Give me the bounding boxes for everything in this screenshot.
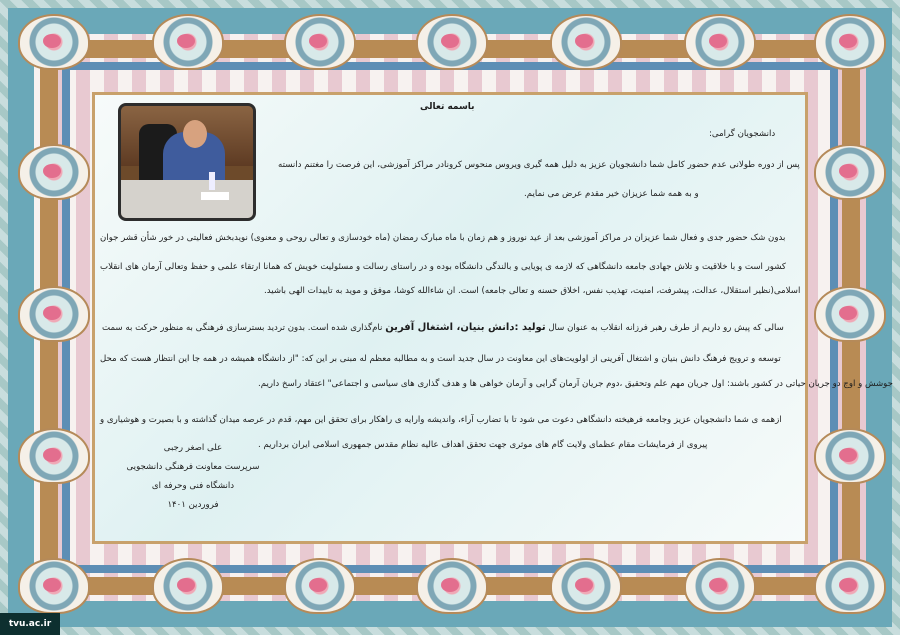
- rosette-ornament: [18, 558, 90, 614]
- portrait-photo: [118, 103, 256, 221]
- paragraph-3-line-1: [102, 320, 784, 336]
- paragraph-1-line-2: و به همه شما عزیزان خیر مقدم عرض می نمایم.: [524, 189, 699, 199]
- paragraph-2-line-2: کشور است و با خلاقیت و تلاش جهادی جامعه دانشگاهی که لازمه ی پویایی و بالندگی دانشگاه بوده و در راستای رسالت و مسئولیت خویش که همانا ارتقاء علمی و حفظ وتعالی آرمان های انقلاب: [100, 262, 786, 272]
- paragraph-2-line-3: اسلامی(نظیر استقلال، عدالت، پیشرفت، امنیت، تهذیب نفس، اخلاق حسنه و تعالی جامعه) است. ان شاءالله کوشا، موفق و موید به تاییدات الهی باشید.: [264, 286, 801, 296]
- rosette-ornament: [18, 286, 90, 342]
- salutation: دانشجویان گرامی:: [709, 129, 776, 139]
- website-watermark: tvu.ac.ir: [0, 613, 60, 635]
- rosette-ornament: [416, 14, 488, 70]
- desk-bottle: [209, 172, 215, 190]
- signatory-name: علی اصغر رجبی: [163, 443, 223, 453]
- paragraph-4-line-2: پیروی از فرمایشات مقام عظمای ولایت گام های موثری جهت تحقق اهداف عالیه نظام مقدس جمهوری اسلامی ایران برداریم .: [258, 440, 708, 450]
- paragraph-2-line-1: بدون شک حضور جدی و فعال شما عزیزان در مراکز آموزشی بعد از عید نوروز و هم زمان با ماه مبارک رمضان (ماه خودسازی و تعالی روحی و معنوی) نویدبخش فعالیتی در خور شأن قشر جوان: [100, 233, 786, 243]
- letter-heading: باسمه تعالی: [420, 102, 475, 112]
- rosette-ornament: [814, 144, 886, 200]
- signature-block: [108, 439, 278, 515]
- rosette-ornament: [284, 14, 356, 70]
- rosette-ornament: [814, 428, 886, 484]
- slogan: تولید :دانش بنیان، اشتغال آفرین: [385, 322, 546, 333]
- letter-date: فروردین ۱۴۰۱: [167, 499, 219, 510]
- rosette-ornament: [814, 558, 886, 614]
- paragraph-3-line-2: توسعه و ترویج فرهنگ دانش بنیان و اشتغال آفرینی از اولویت‌های این معاونت در سال جدید است و به مطالبه معظم له مبنی بر این که: "از دانشگاه همیشه در همه جا این انتظار هست که محل: [100, 354, 781, 364]
- rosette-ornament: [550, 14, 622, 70]
- desk: [121, 180, 253, 218]
- rosette-ornament: [684, 14, 756, 70]
- rosette-ornament: [814, 14, 886, 70]
- person-head: [183, 120, 207, 148]
- desk-paper: [201, 192, 229, 200]
- rosette-ornament: [684, 558, 756, 614]
- paragraph-3-part-a: سالی که پیش رو داریم از طرف رهبر فرزانه انقلاب به عنوان سال: [548, 323, 784, 333]
- organization-name: دانشگاه فنی وحرفه ای: [151, 480, 235, 491]
- paragraph-4-line-1: ازهمه ی شما دانشجویان عزیز وجامعه فرهیخته دانشگاهی دعوت می شود تا با تضارب آراء، واندیشه وارایه ی راهکار برای تحقق این مهم، قدم در عرصه میدان گذاشته و با بصیرت و هوشیاری و: [100, 415, 782, 425]
- rosette-ornament: [18, 14, 90, 70]
- paragraph-3-part-c: نام‌گذاری شده است. بدون تردید بسترسازی فرهنگی به منظور حرکت به سمت: [102, 323, 383, 333]
- rosette-ornament: [152, 558, 224, 614]
- signatory-title: سرپرست معاونت فرهنگی دانشجویی: [126, 461, 260, 472]
- rosette-ornament: [814, 286, 886, 342]
- rosette-ornament: [18, 428, 90, 484]
- rosette-ornament: [550, 558, 622, 614]
- rosette-ornament: [18, 144, 90, 200]
- paragraph-3-line-3: جوشش و اوج دو جریان حیاتی در کشور باشند: اول جریان مهم علم وتحقیق ،دوم جریان آرمان گرایی و آرمان خواهی ها و هدف گذاری های سیاسی و اجتماعی" اعتقاد راسخ داریم.: [258, 379, 893, 389]
- rosette-ornament: [152, 14, 224, 70]
- rosette-ornament: [416, 558, 488, 614]
- paragraph-1-line-1: پس از دوره طولانی عدم حضور کامل شما دانشجویان عزیز به دلیل همه گیری ویروس منحوس کرونادر مراکز آموزشی، این فرصت را مغتنم دانسته: [278, 160, 800, 170]
- rosette-ornament: [284, 558, 356, 614]
